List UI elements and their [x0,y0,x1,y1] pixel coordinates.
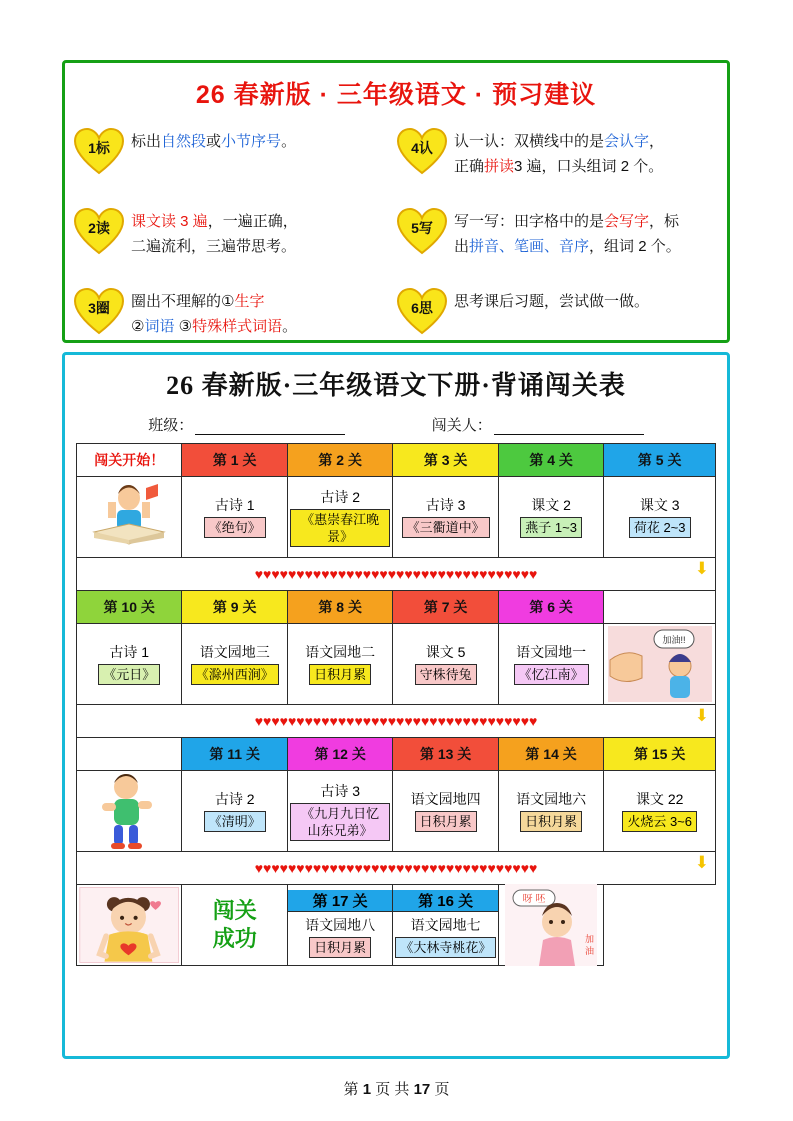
advice-badge-label: 5写 [411,220,433,236]
page-footer [0,1078,793,1099]
stage-content-cell [604,771,716,852]
advice-text-segment: 会写字 [604,213,650,230]
class-label: 班级： [148,417,194,434]
lesson-title: 古诗 1 [214,497,255,513]
footer-prefix: 第 [343,1081,359,1098]
lesson-tag: 燕子 1~3 [520,517,582,538]
advice-text-segment: ，组词 2 个。 [589,238,681,255]
advice-title: 26 春新版 · 三年级语文 · 预习建议 [195,81,597,109]
advice-text-segment: 生字 [234,293,265,310]
footer-page-number: 1 [362,1081,372,1098]
cheer-hand-icon [606,625,713,703]
advice-badge-label: 1标 [88,140,110,156]
lesson-tag: 守株待兔 [415,664,477,685]
main-title: 26 春新版·三年级语文下册·背诵闯关表 [166,371,626,400]
stage-header-cell: 闯关开始！ [77,444,182,477]
lesson-title: 课文 22 [635,791,684,807]
heart-badge-icon [396,287,448,335]
advice-line [454,289,649,314]
stage-content-cell [287,771,392,852]
advice-item [73,203,396,275]
advice-text-segment: 标出 [131,133,162,150]
stage-content-row [77,624,716,705]
stage-content-row [77,885,716,966]
advice-text-segment: 。 [282,318,298,335]
heart-divider: ♥♥♥♥♥♥♥♥♥♥♥♥♥♥♥♥♥♥♥♥♥♥♥♥♥♥♥♥♥♥♥♥♥♥ ⬇ [77,705,716,738]
stage-content-cell [393,624,498,705]
stage-header-cell: 第 14 关 [498,738,603,771]
advice-text [454,203,681,259]
running-boy-icon [79,772,179,850]
stage-header-row [77,738,716,771]
advice-text-segment: 特殊样式词语 [192,318,283,335]
advice-text-segment: 正确 [454,158,485,175]
footer-total-pages: 17 [413,1081,431,1098]
stage-content-cell [604,477,716,558]
lesson-tag: 日积月累 [415,811,477,832]
lesson-tag: 《绝句》 [204,517,266,538]
stage-header-cell: 第 1 关 [182,444,287,477]
svg-text:呀 呸: 呀 呸 [522,894,546,905]
lesson-title: 语文园地三 [199,644,270,660]
player-label: 闯关人： [431,417,492,434]
stage-content-cell [287,477,392,558]
stage-content-cell [498,477,603,558]
girl-peace-icon [79,886,179,964]
advice-line [131,234,298,259]
lesson-title: 古诗 3 [320,782,361,799]
advice-text-segment: ，标 [649,213,680,230]
advice-text-segment: 拼音、笔画、音序 [469,238,590,255]
stage-header-cell: 第 15 关 [604,738,716,771]
advice-text-segment: 3 遍，口头组词 2 个。 [514,158,664,175]
lesson-tag: 火烧云 3~6 [622,811,697,832]
fill-in-row [105,414,687,435]
lesson-title: 古诗 1 [109,644,150,660]
advice-text-segment: 认一认：双横线中的是 [454,133,605,150]
challenge-table [76,443,716,966]
advice-line [131,209,298,234]
lesson-tag: 《大林寺桃花》 [395,937,495,958]
stage-header-cell [77,738,182,771]
heart-divider-row [77,558,716,591]
lesson-title: 古诗 2 [320,488,361,505]
lesson-title: 语文园地七 [410,917,481,933]
stage-content-cell [604,624,716,705]
advice-badge-label: 4认 [411,140,433,156]
advice-badge-label: 2读 [88,220,110,236]
advice-text-segment: ， [649,133,665,150]
advice-item [73,123,396,195]
advice-text-segment: 。 [281,133,297,150]
heart-divider: ♥♥♥♥♥♥♥♥♥♥♥♥♥♥♥♥♥♥♥♥♥♥♥♥♥♥♥♥♥♥♥♥♥♥ ⬇ [77,558,716,591]
advice-item [73,283,396,355]
stage-header-cell: 第 10 关 [77,591,182,624]
stage-content-cell [393,477,498,558]
heart-badge-icon [396,207,448,255]
stage-content-cell [287,885,392,966]
player-input-line[interactable] [494,418,644,435]
recitation-challenge-box [62,352,730,1059]
advice-text-segment: 自然段 [161,133,207,150]
lesson-tag: 日积月累 [309,937,371,958]
cheer-girl-icon [501,886,601,964]
advice-line [454,234,681,259]
lesson-tag: 《九月九日忆山东兄弟》 [290,803,390,841]
stage-content-cell [77,477,182,558]
heart-badge-icon [396,127,448,175]
lesson-tag: 《清明》 [204,811,266,832]
stage-content-row [77,477,716,558]
footer-suffix: 页 [434,1081,450,1098]
advice-badge-label: 6思 [411,300,433,316]
lesson-title: 语文园地一 [516,644,587,660]
stage-content-cell [182,771,287,852]
advice-text-segment: 出 [454,238,470,255]
advice-text-segment: 或 [206,133,222,150]
stage-content-row [77,771,716,852]
stage-content-cell [498,885,603,966]
stage-header-row [77,591,716,624]
lesson-title: 语文园地六 [516,791,587,807]
advice-text [131,283,297,339]
stage-header-inline: 第 16 关 [392,890,498,912]
heart-badge-icon [73,127,125,175]
stage-content-cell [182,477,287,558]
heart-divider: ♥♥♥♥♥♥♥♥♥♥♥♥♥♥♥♥♥♥♥♥♥♥♥♥♥♥♥♥♥♥♥♥♥♥ ⬇ [77,852,716,885]
advice-text [454,283,649,314]
stage-content-cell [287,624,392,705]
player-field[interactable] [432,414,644,435]
lesson-title: 古诗 3 [425,497,466,513]
success-label-line2: 成功 [212,926,257,951]
heart-badge-icon [73,287,125,335]
stage-content-cell [77,771,182,852]
heart-badge-icon [73,207,125,255]
advice-line [454,209,681,234]
lesson-tag: 荷花 2~3 [629,517,691,538]
stage-content-cell [182,885,287,966]
advice-text [454,123,664,179]
heart-divider-row [77,852,716,885]
advice-text-segment: 课文读 3 遍 [131,213,208,230]
advice-item [396,203,719,275]
advice-line [131,129,296,154]
lesson-title: 语文园地四 [410,791,481,807]
stage-content-cell [182,624,287,705]
advice-text-segment: ③ [174,318,193,335]
advice-item [396,283,719,355]
lesson-tag: 日积月累 [309,664,371,685]
lesson-tag: 日积月累 [520,811,582,832]
advice-text-segment: 小节序号 [221,133,282,150]
success-label-line1: 闯关 [212,898,257,923]
lesson-title: 课文 2 [531,497,571,513]
advice-line [454,129,664,154]
stage-content-cell [77,885,182,966]
svg-text:油: 油 [585,946,595,956]
stage-header-cell: 第 8 关 [287,591,392,624]
lesson-tag: 《忆江南》 [514,664,589,685]
advice-text-segment: 会认字 [604,133,650,150]
stage-header-inline: 第 17 关 [287,890,393,912]
advice-line [131,289,297,314]
lesson-tag: 《滁州西涧》 [191,664,279,685]
advice-text-segment: 写一写：田字格中的是 [454,213,605,230]
stage-header-cell: 第 3 关 [393,444,498,477]
stage-content-cell [498,624,603,705]
stage-content-cell [498,771,603,852]
stage-header-cell: 第 4 关 [498,444,603,477]
lesson-title: 课文 5 [425,644,466,660]
stage-header-cell: 第 12 关 [287,738,392,771]
advice-text [131,203,298,259]
advice-grid [65,123,727,355]
lesson-title: 课文 3 [639,497,680,513]
stage-header-cell: 第 6 关 [498,591,603,624]
advice-item [396,123,719,195]
svg-text:加: 加 [585,934,595,944]
advice-text-segment: 拼读 [484,158,515,175]
stage-header-cell: 第 11 关 [182,738,287,771]
lesson-tag: 《三衢道中》 [402,517,490,538]
advice-text-segment: 思考课后习题，尝试做一做。 [454,293,650,310]
stage-content-cell [393,771,498,852]
heart-divider-row [77,705,716,738]
advice-text-segment: 词语 [144,318,175,335]
footer-middle: 页 共 [375,1081,410,1098]
class-field[interactable] [148,414,345,435]
stage-header-cell: 第 9 关 [182,591,287,624]
svg-text:加油!!: 加油!! [662,635,686,645]
stage-header-cell: 第 13 关 [393,738,498,771]
stage-header-cell: 第 5 关 [604,444,716,477]
stage-header-cell [604,591,716,624]
lesson-tag: 《惠崇春江晚景》 [290,509,390,547]
advice-text [131,123,296,154]
advice-text-segment: 二遍流利，三遍带思考。 [131,238,297,255]
lesson-title: 古诗 2 [214,791,255,807]
advice-line [454,154,664,179]
lesson-tag: 《元日》 [98,664,160,685]
stage-content-cell [77,624,182,705]
advice-text-segment: 圈出不理解的① [131,293,235,310]
lesson-title: 语文园地二 [305,644,376,660]
advice-badge-label: 3圈 [88,300,110,316]
stage-header-cell: 第 7 关 [393,591,498,624]
class-input-line[interactable] [195,418,345,435]
stage-header-row [77,444,716,477]
stage-header-cell: 第 2 关 [287,444,392,477]
lesson-title: 语文园地八 [305,917,376,933]
reading-boy-icon [79,478,179,556]
advice-text-segment: ，一遍正确， [207,213,298,230]
advice-text-segment: ② [131,318,145,335]
advice-line [131,314,297,339]
preview-advice-box [62,60,730,343]
stage-content-cell [393,885,498,966]
